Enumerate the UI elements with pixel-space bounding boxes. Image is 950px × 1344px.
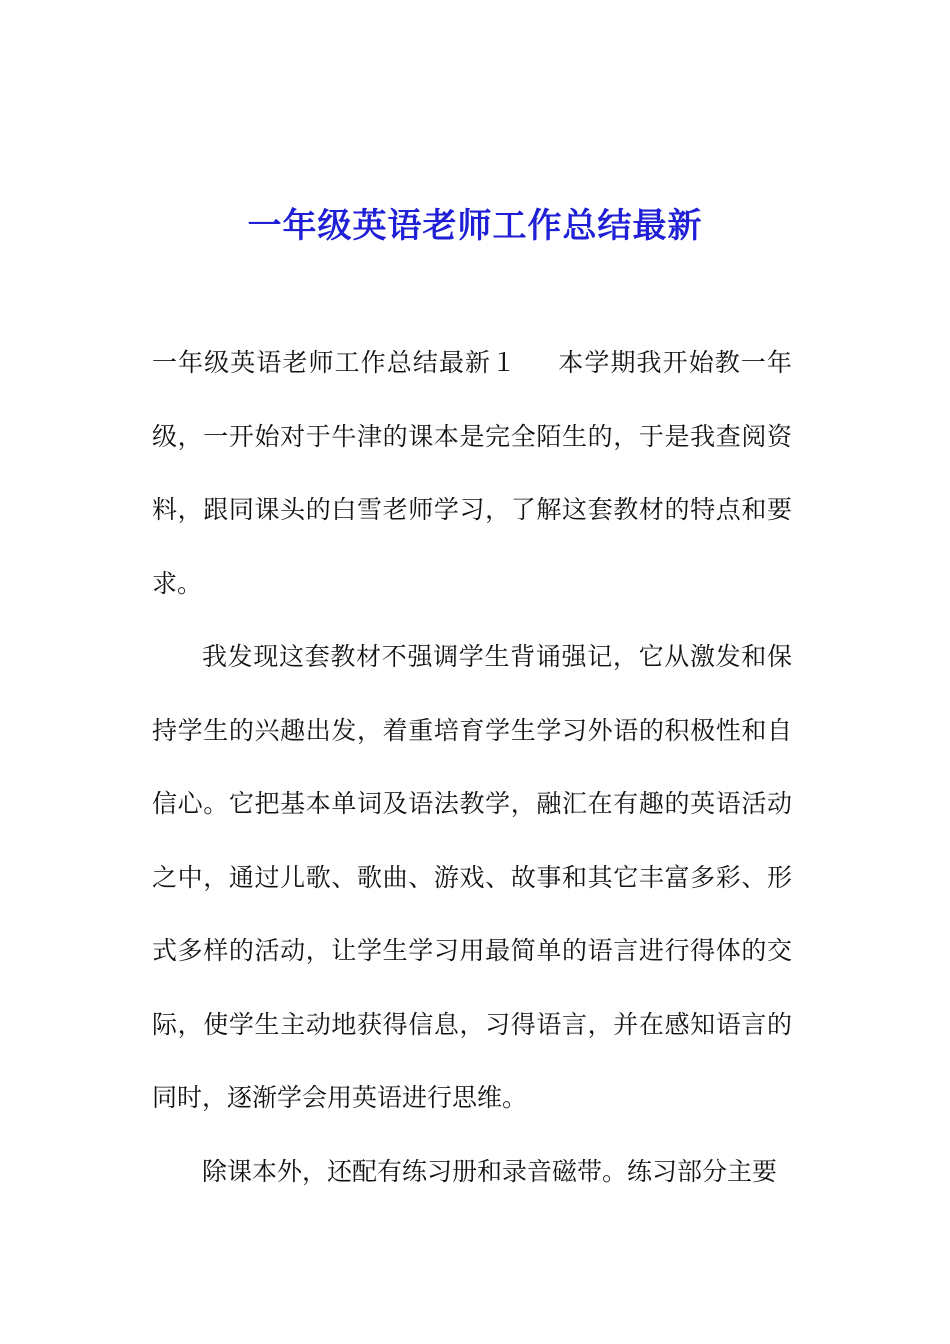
paragraph-2: 我发现这套教材不强调学生背诵强记，它从激发和保持学生的兴趣出发，着重培育学生学习外语的积极性和自信心。它把基本单词及语法教学，融汇在有趣的英语活动之中，通过儿歌、歌曲、游戏、故事和其它丰富多彩、形式多样的活动，让学生学习用最简单的语言进行得体的交际，使学生主动地获得信息，习得语言，并在感知语言的同时，逐渐学会用英语进行思维。 xyxy=(152,642,792,1112)
paragraph-1-heading: 一年级英语老师工作总结最新１ xyxy=(152,348,518,377)
paragraph-3: 除课本外，还配有练习册和录音磁带。练习部分主要 xyxy=(202,1156,778,1186)
paragraph-1 xyxy=(152,326,792,620)
document-title: 一年级英语老师工作总结最新 xyxy=(247,205,703,246)
paragraph-1-text: 本学期我开始教一年级，一开始对于牛津的课本是完全陌生的，于是我查阅资料，跟同课头的白雪老师学习，了解这套教材的特点和要求。 xyxy=(152,348,792,598)
document-body xyxy=(152,326,792,1208)
